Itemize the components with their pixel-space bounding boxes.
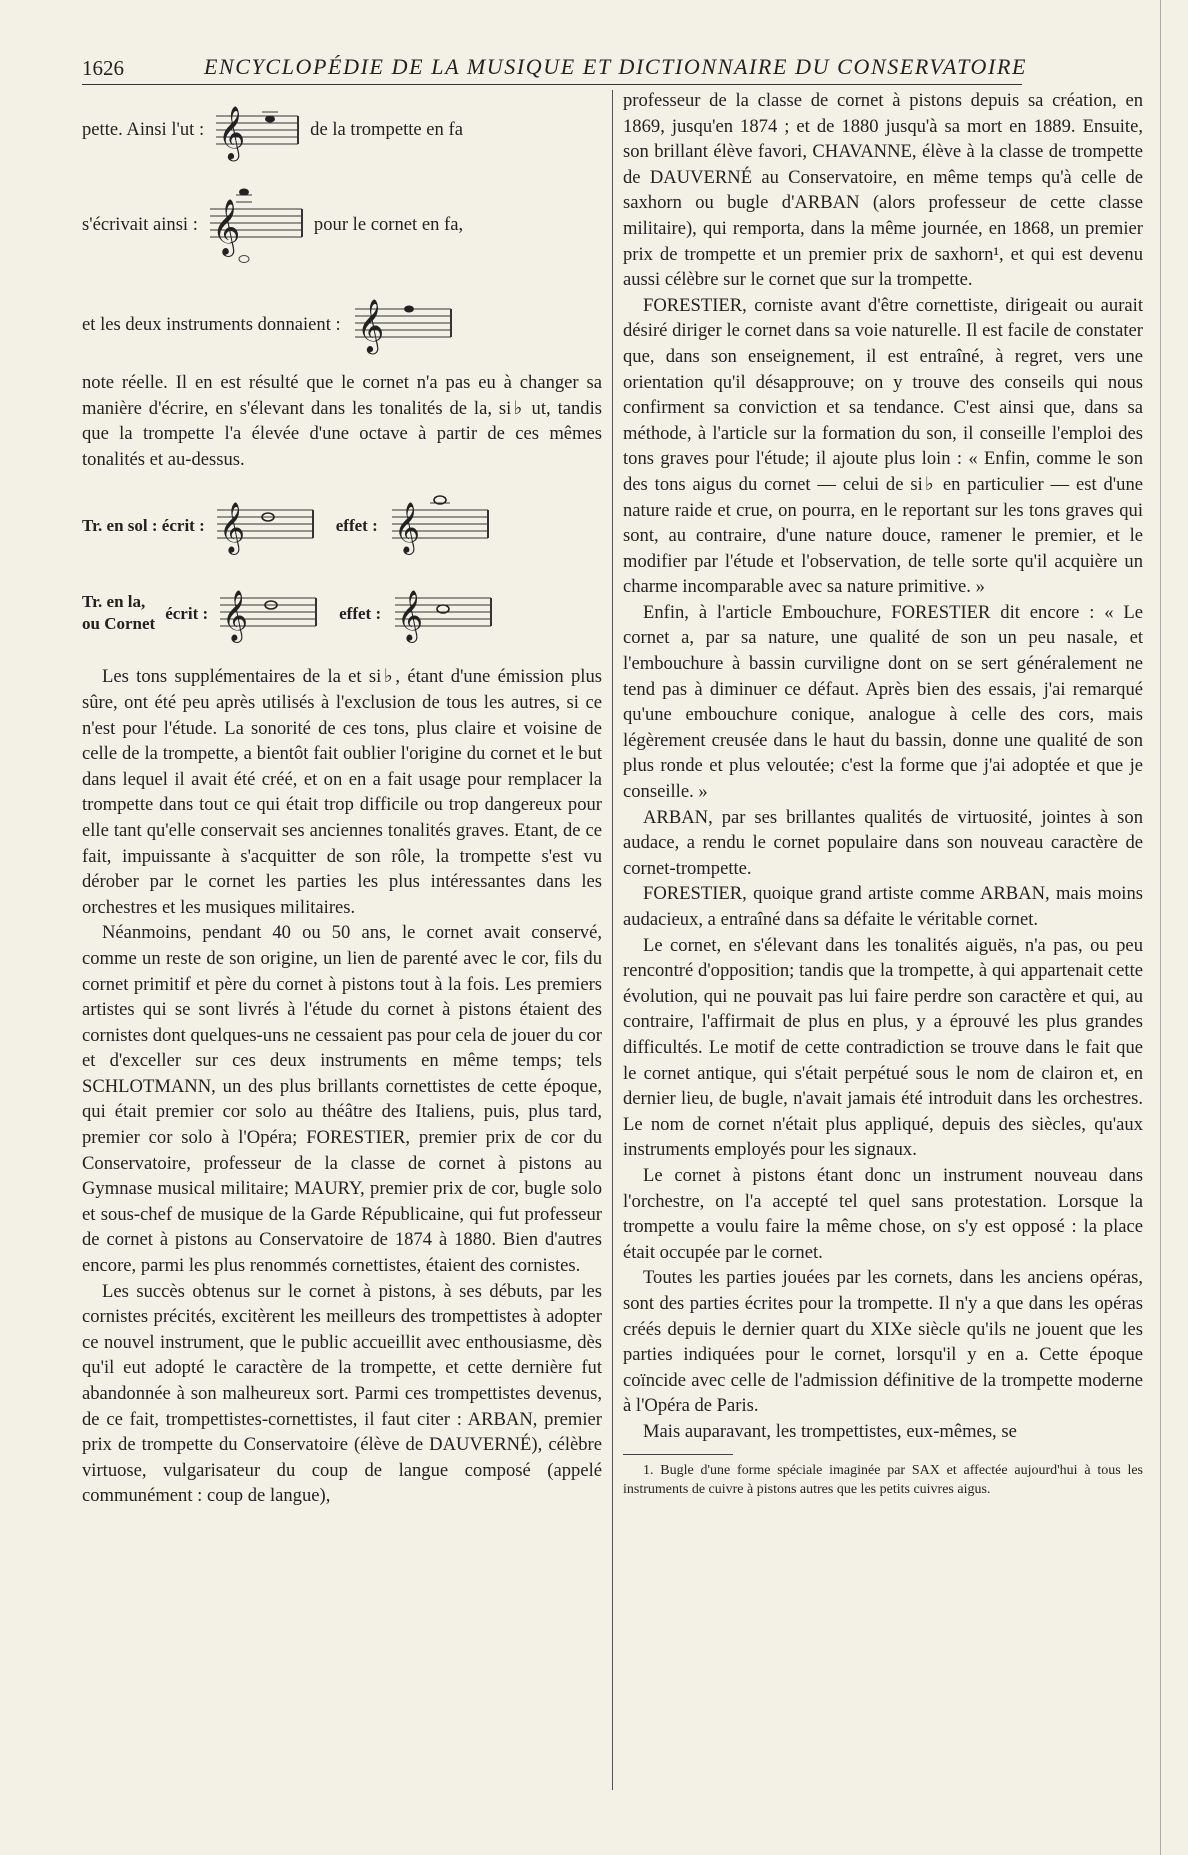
page-edge-line xyxy=(1160,0,1161,1855)
staff-sol-written xyxy=(213,490,318,560)
example-la-effect-label: effet : xyxy=(339,603,382,623)
right-paragraph-2: FORESTIER, corniste avant d'être cornettiste, dirigeait ou aurait désiré diriger le cornet dans sa voie naturelle. Il est facile de constater que, dans son enseignement, il est entraîné, à regret, vers une orientation qu'il désapprouve; on y trouve des conseils qui nous confirment sa conviction et sa tendance. C'est ainsi que, dans sa méthode, à l'article sur la formation du son, il conseille l'emploi des tons graves pour l'étude; il ajoute plus loin : « Enfin, comme le son des tons aigus du cornet — celui de si♭ en particulier — est d'une nature raide et crue, on pourra, en le reportant sur les tons graves qui sont, au contraire, d'une nature douce, ramener le premier, et le modifier par l'étude et l'observation, de telle sorte qu'il acquière un charme incomparable avec sa nature primitive. » xyxy=(623,294,1143,598)
staff-real-note xyxy=(351,285,456,365)
example-sol-effect-label: effet : xyxy=(335,515,378,535)
footnote-rule xyxy=(623,1454,733,1455)
staff-ut-trompette xyxy=(212,90,302,170)
svg-text:𝄞: 𝄞 xyxy=(356,298,384,352)
music-line-3-text-a: et les deux instruments donnaient : xyxy=(82,314,341,336)
example-la-label-line2: ou Cornet xyxy=(82,614,156,634)
right-paragraph-7: Le cornet à pistons étant donc un instrument nouveau dans l'orchestre, on l'a accepté tel quel sans protestation. Lorsque la trompette a voulu faire la même chose, on s'y est opposé : la place était occupée par le cornet. xyxy=(623,1164,1143,1263)
example-la-written-label: écrit : xyxy=(165,603,209,623)
svg-text:𝄞: 𝄞 xyxy=(397,590,424,642)
music-line-2-text-b: pour le cornet en fa, xyxy=(313,214,464,236)
staff-la-effect xyxy=(391,578,496,648)
left-paragraph-1: note réelle. Il en est résulté que le cornet n'a pas eu à changer sa manière d'écrire, en s'élevant dans les tonalités de la, si♭ ut, tandis que la trompette l'a élevée d'une octave à partir de ces mêmes tonalités et au-dessus. xyxy=(82,372,602,470)
right-column xyxy=(623,88,1143,1499)
example-la-label-line1: Tr. en la, xyxy=(82,592,146,612)
svg-text:𝄞: 𝄞 xyxy=(222,590,249,642)
example-sol-label: Tr. en sol : écrit : xyxy=(82,515,205,535)
music-line-1-text-b: de la trompette en fa xyxy=(310,119,463,141)
page-header xyxy=(82,50,1028,85)
example-sol xyxy=(82,482,602,568)
svg-text:𝄞: 𝄞 xyxy=(218,502,245,554)
right-paragraph-4: ARBAN, par ses brillantes qualités de virtuosité, jointes à son audace, a rendu le cornet populaire dans son nouveau caractère de cornet-trompette. xyxy=(623,806,1143,879)
right-paragraph-3: Enfin, à l'article Embouchure, FORESTIER dit encore : « Le cornet a, par sa nature, une qualité de son un peu nasale, et l'embouchure à bassin curviligne dont on se sert généralement ne tend pas à diminuer ce défaut. Après bien des essais, j'ai remarqué qu'une embouchure conique, analogue à celle des cors, mais légèrement creusée dans le haut du bassin, donne une qualité de son plus ronde et plus veloutée; c'est la forme que j'ai adoptée et que je conseille. » xyxy=(623,601,1143,803)
music-line-3 xyxy=(82,280,602,370)
left-paragraph-2: Les tons supplémentaires de la et si♭, étant d'une émission plus sûre, ont été peu après utilisés à l'exclusion de tous les autres, si ce n'est pour l'étude. La sonorité de ces tons, plus claire et voisine de celle de la trompette, a bientôt fait oublier l'origine du cornet et le but dans lequel il avait été créé, et on en a fait usage pour remplacer la trompette dans tout ce qui était trop difficile ou trop dangereux pour elle tant qu'elle conservait ses anciennes tonalités graves. Etant, de ce fait, impuissante à s'acquitter de son rôle, la trompette s'est vu dérober par le cornet les parties les plus intéressantes dans les orchestres et les musiques militaires. xyxy=(82,666,602,918)
right-paragraph-5: FORESTIER, quoique grand artiste comme ARBAN, mais moins audacieux, a entraîné dans sa défaite le véritable cornet. xyxy=(623,883,1143,930)
right-paragraph-6: Le cornet, en s'élevant dans les tonalités aiguës, n'a pas, ou peu rencontré d'opposition; tandis que la trompette, à qui appartenait cette évolution, qui ne pouvait pas lui faire perdre son caractère et qui, au contraire, l'affirmait de plus en plus, y a éprouvé les plus grandes difficultés. Le motif de cette contradiction se trouve dans le fait que le cornet antique, qui s'était perpétué sous le nom de clairon et, en dernier lieu, de bugle, n'avait jamais été introduit dans les orchestres. Le nom de cornet n'était plus appliqué, depuis des siècles, qu'aux instruments employés pour les signaux. xyxy=(623,934,1143,1161)
svg-text:𝄞: 𝄞 xyxy=(393,502,420,554)
music-line-2-text-a: s'écrivait ainsi : xyxy=(82,214,198,236)
footnote: 1. Bugle d'une forme spéciale imaginée par SAX et affectée aujourd'hui à tous les instruments de cuivre à pistons autres que les petits cuivres aigus. xyxy=(623,1463,1143,1498)
example-la xyxy=(82,568,602,658)
svg-text:𝄞: 𝄞 xyxy=(218,105,246,159)
left-paragraph-3: Néanmoins, pendant 40 ou 50 ans, le cornet avait conservé, comme un reste de son origine, un lien de parenté avec le cor, fils du cornet primitif et père du cornet à pistons tout à la fois. Les premiers artistes qui se sont livrés à l'étude du cornet à pistons étaient des cornistes dont quelques-uns ne cessaient pas pour cela de jouer du cor et d'exceller sur ces deux instruments en même temps; tels SCHLOTMANN, un des plus brillants cornettistes de cette époque, qui était premier cor solo au théâtre des Italiens, puis, plus tard, premier cor solo à l'Opéra; FORESTIER, premier prix de cor du Conservatoire, professeur de la classe de cornet à pistons au Gymnase musical militaire; MAURY, premier prix de cor, bugle solo et sous-chef de musique de la Garde Républicaine, qui fut professeur de cornet à pistons au Conservatoire de 1874 à 1880. Bien d'autres encore, parmi les plus renommés cornettistes, étaient des cornistes. xyxy=(82,922,602,1277)
music-line-1-text-a: pette. Ainsi l'ut : xyxy=(82,119,205,141)
right-paragraph-1: professeur de la classe de cornet à pistons depuis sa création, en 1869, jusqu'en 1874 ; et de 1880 jusqu'à sa mort en 1889. Ensuite, son brillant élève favori, CHAVANNE, élève à la classe de trompette de DAUVERNÉ au Conservatoire, en même temps qu'à celle de saxhorn ou bugle d'ARBAN (alors professeur de cette classe militaire), qui remporta, dans la même journée, en 1868, un premier prix de trompette et un premier prix de saxhorn¹, et qui est devenu aussi célèbre sur le cornet que sur la trompette. xyxy=(623,90,1143,291)
running-title: ENCYCLOPÉDIE DE LA MUSIQUE ET DICTIONNAIRE DU CONSERVATOIRE xyxy=(204,54,1028,79)
left-column xyxy=(82,90,602,1509)
right-paragraph-9: Mais auparavant, les trompettistes, eux-mêmes, se xyxy=(643,1420,1017,1442)
staff-cornet-written xyxy=(206,175,306,275)
svg-text:𝄞: 𝄞 xyxy=(211,199,241,255)
staff-sol-effect xyxy=(388,490,493,560)
column-divider xyxy=(612,90,613,1790)
music-line-2 xyxy=(82,170,602,280)
left-paragraph-4: Les succès obtenus sur le cornet à pistons, à ses débuts, par les cornistes précités, excitèrent les meilleurs des trompettistes à adopter ce nouvel instrument, que le public accueillit avec enthousiasme, dès qu'il eut adopté le caractère de la trompette, et cette dernière fut abandonnée à son malheureux sort. Parmi ces trompettistes devenus, de ce fait, trompettistes-cornettistes, il faut citer : ARBAN, premier prix de trompette du Conservatoire (élève de DAUVERNÉ), célèbre virtuose, vulgarisateur du coup de langue composé (appelé communément : coup de langue), xyxy=(82,1280,602,1507)
example-la-label xyxy=(82,591,155,635)
page-number: 1626 xyxy=(82,56,124,80)
staff-la-written xyxy=(216,578,321,648)
right-paragraph-8: Toutes les parties jouées par les cornets, dans les anciens opéras, sont des parties écrites pour la trompette. Il n'y a que dans les opéras créés depuis le dernier quart du XIXe siècle qu'ils ne jouent que les parties indiquées pour le cornet, lorsqu'il y en a. Cette époque coïncide avec celle de l'admission définitive de la trompette moderne à l'Opéra de Paris. xyxy=(623,1267,1143,1417)
music-line-1 xyxy=(82,90,602,170)
